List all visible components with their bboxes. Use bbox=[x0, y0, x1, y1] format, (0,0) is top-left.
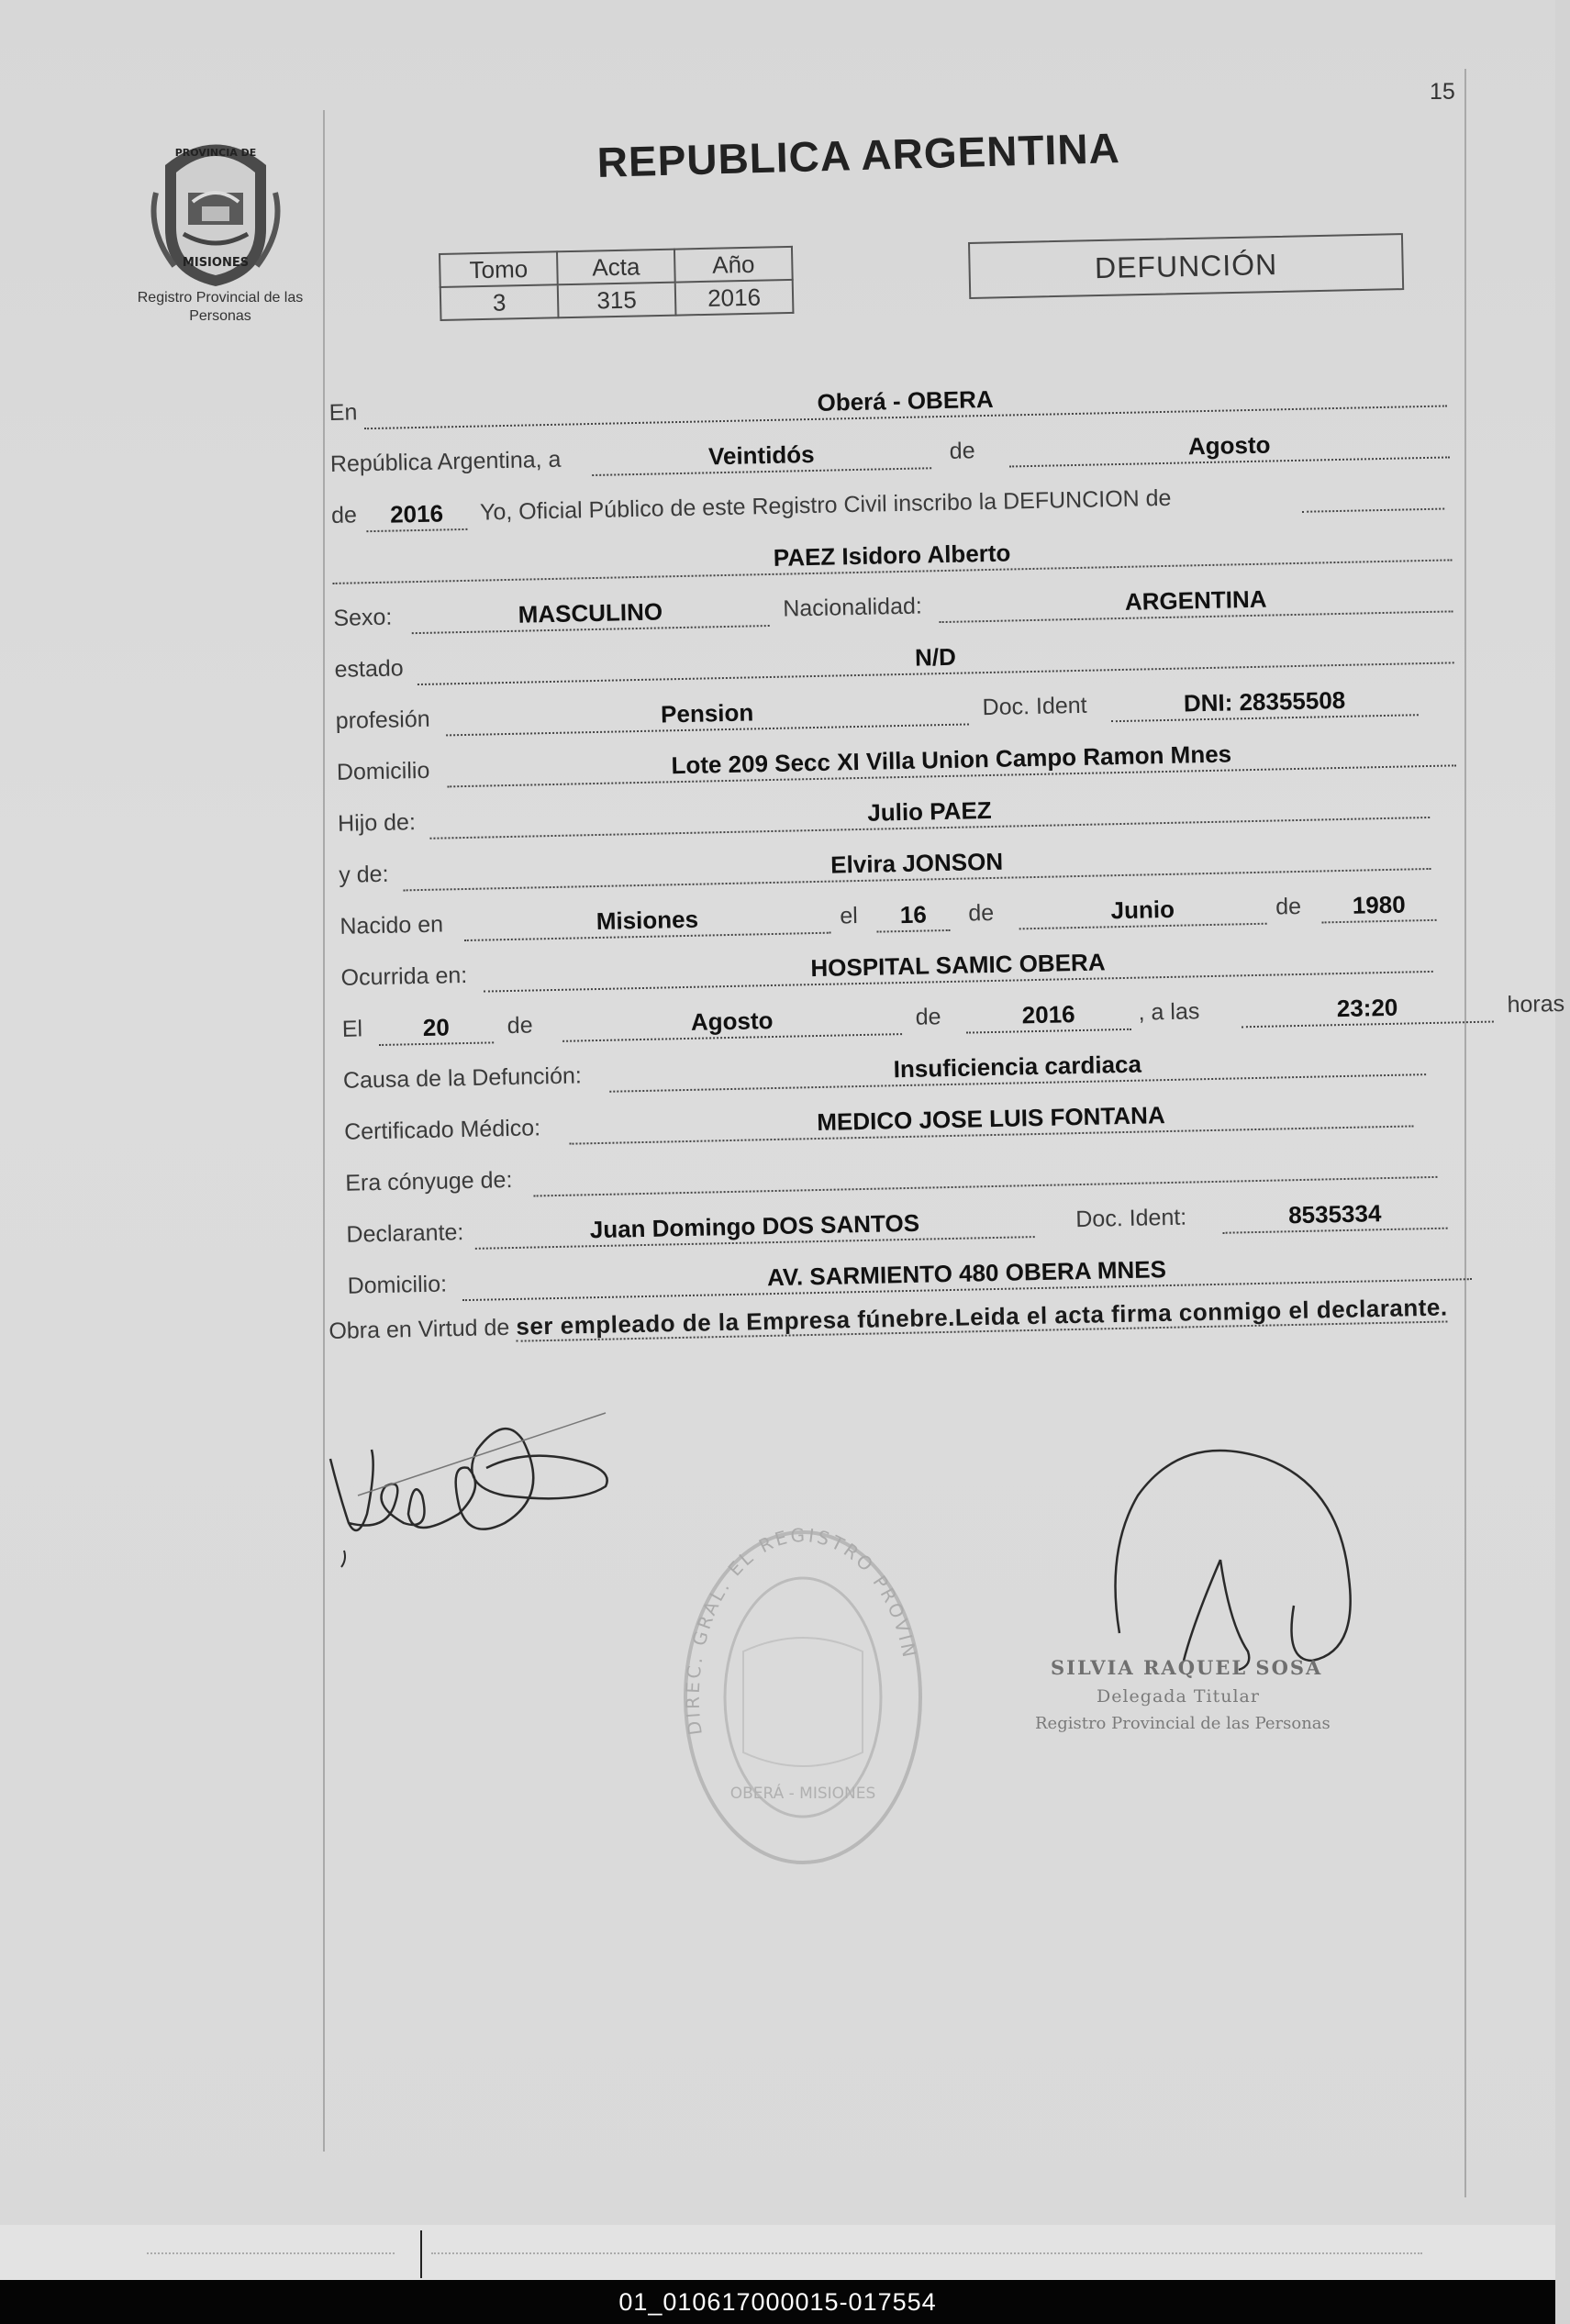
de-label: de bbox=[507, 1012, 533, 1040]
death-month-value: Agosto bbox=[562, 1002, 902, 1042]
certificado-value: MEDICO JOSE LUIS FONTANA bbox=[569, 1094, 1414, 1144]
oficial-text: Yo, Oficial Público de este Registro Civil inscribo la DEFUNCION de bbox=[479, 484, 1172, 526]
scan-divider bbox=[420, 2230, 422, 2278]
domicilio-value: Lote 209 Secc XI Villa Union Campo Ramon Mnes bbox=[447, 733, 1457, 787]
father-value: Julio PAEZ bbox=[429, 785, 1431, 840]
record-table bbox=[439, 246, 794, 321]
record-table-header: Acta bbox=[557, 250, 675, 285]
en-label: En bbox=[328, 399, 358, 426]
record-table-value-row bbox=[440, 280, 794, 320]
month-value: Agosto bbox=[1008, 425, 1450, 467]
estado-value: N/D bbox=[417, 630, 1454, 685]
certificado-label: Certificado Médico: bbox=[343, 1115, 541, 1145]
death-time-value: 23:20 bbox=[1241, 990, 1494, 1029]
hijo-label: Hijo de: bbox=[337, 809, 417, 837]
declarante-value: Juan Domingo DOS SANTOS bbox=[474, 1205, 1035, 1250]
birth-day-value: 16 bbox=[876, 898, 951, 933]
year-value: 2016 bbox=[366, 497, 468, 532]
birth-month-value: Junio bbox=[1019, 892, 1267, 930]
scan-dotted-line bbox=[147, 2252, 395, 2254]
doc2-label: Doc. Ident: bbox=[1075, 1204, 1187, 1233]
obra-value: ser empleado de la Empresa fúnebre.Leida el acta firma conmigo el declarante. bbox=[516, 1293, 1448, 1340]
deceased-name-value: PAEZ Isidoro Alberto bbox=[332, 528, 1452, 584]
page-number: 15 bbox=[1430, 79, 1455, 105]
official-name: SILVIA RAQUEL SOSA bbox=[1051, 1656, 1323, 1679]
de-label: de bbox=[330, 502, 358, 528]
domicilio2-value: AV. SARMIENTO 480 OBERA MNES bbox=[462, 1247, 1472, 1301]
declarant-signature bbox=[321, 1413, 624, 1578]
el-label: El bbox=[341, 1016, 363, 1042]
de-label: de bbox=[949, 438, 975, 464]
conyuge-label: Era cónyuge de: bbox=[345, 1166, 513, 1196]
profesion-value: Pension bbox=[445, 692, 969, 736]
nacido-label: Nacido en bbox=[340, 911, 444, 940]
declarante-label: Declarante: bbox=[346, 1219, 464, 1248]
yde-label: y de: bbox=[338, 861, 389, 888]
birth-year-value: 1980 bbox=[1321, 888, 1437, 924]
death-place-value: HOSPITAL SAMIC OBERA bbox=[483, 940, 1433, 993]
official-office: Registro Provincial de las Personas bbox=[1035, 1714, 1331, 1733]
mother-value: Elvira JONSON bbox=[403, 837, 1431, 891]
seal-text-top: PROVINCIA DE bbox=[174, 147, 257, 159]
domicilio-label: Domicilio bbox=[336, 757, 430, 785]
de-label: de bbox=[915, 1004, 941, 1030]
stamp-text-outer: DIREC. GRAL. EL REGISTRO PROVIN bbox=[681, 1523, 921, 1737]
official-stamp bbox=[679, 1523, 927, 1872]
left-margin-rule bbox=[323, 110, 325, 2152]
certificate-form bbox=[328, 357, 1565, 1306]
estado-label: estado bbox=[334, 655, 404, 683]
el-label: el bbox=[840, 903, 859, 929]
horas-label: horas bbox=[1507, 990, 1565, 1018]
stamp-text-inner: OBERÁ - MISIONES bbox=[729, 1785, 876, 1803]
record-table-header: Año bbox=[674, 247, 793, 283]
record-table-cell: 2016 bbox=[675, 280, 794, 316]
birth-place-value: Misiones bbox=[463, 901, 831, 941]
ocurrida-label: Ocurrida en: bbox=[340, 962, 468, 991]
nacionalidad-value: ARGENTINA bbox=[939, 579, 1453, 623]
place-value: Oberá - OBERA bbox=[363, 373, 1446, 429]
official-signature bbox=[1101, 1440, 1376, 1688]
doc2-value: 8535334 bbox=[1222, 1196, 1448, 1234]
sexo-label: Sexo: bbox=[333, 604, 393, 631]
domicilio2-label: Domicilio: bbox=[347, 1271, 448, 1299]
scan-id-bar: 01_010617000015-017554 bbox=[0, 2280, 1555, 2324]
causa-label: Causa de la Defunción: bbox=[342, 1062, 583, 1094]
bottom-scan-strip bbox=[0, 2225, 1555, 2280]
de-label: de bbox=[968, 899, 995, 927]
profesion-label: profesión bbox=[335, 706, 430, 734]
official-role: Delegada Titular bbox=[1097, 1686, 1260, 1707]
page-title: REPUBLICA ARGENTINA bbox=[596, 124, 1121, 186]
sexo-value: MASCULINO bbox=[411, 594, 770, 634]
record-table-cell: 315 bbox=[558, 283, 676, 318]
alas-label: , a las bbox=[1138, 998, 1200, 1026]
causa-value: Insuficiencia cardiaca bbox=[609, 1042, 1427, 1093]
obra-label: Obra en Virtud de bbox=[328, 1314, 510, 1344]
doc-value: DNI: 28355508 bbox=[1110, 683, 1419, 722]
seal-text-bottom: MISIONES bbox=[182, 256, 250, 270]
svg-text:DIREC. GRAL. EL REGISTRO PROVI bbox=[679, 1523, 921, 1737]
republica-label: República Argentina, a bbox=[329, 446, 562, 477]
registry-seal-icon bbox=[138, 128, 294, 289]
record-type-box: DEFUNCIÓN bbox=[968, 233, 1404, 299]
nacionalidad-label: Nacionalidad: bbox=[783, 593, 923, 622]
death-year-value: 2016 bbox=[965, 997, 1131, 1034]
de-label: de bbox=[1275, 893, 1302, 920]
scan-dotted-line bbox=[431, 2252, 1422, 2254]
filler-line bbox=[1301, 477, 1444, 513]
registry-label: Registro Provincial de las Personas bbox=[137, 290, 304, 324]
record-table-cell: 3 bbox=[440, 284, 559, 320]
day-value: Veintidós bbox=[591, 436, 931, 476]
death-day-value: 20 bbox=[378, 1010, 494, 1046]
doc-label: Doc. Ident bbox=[982, 692, 1087, 721]
record-table-header: Tomo bbox=[440, 251, 558, 287]
